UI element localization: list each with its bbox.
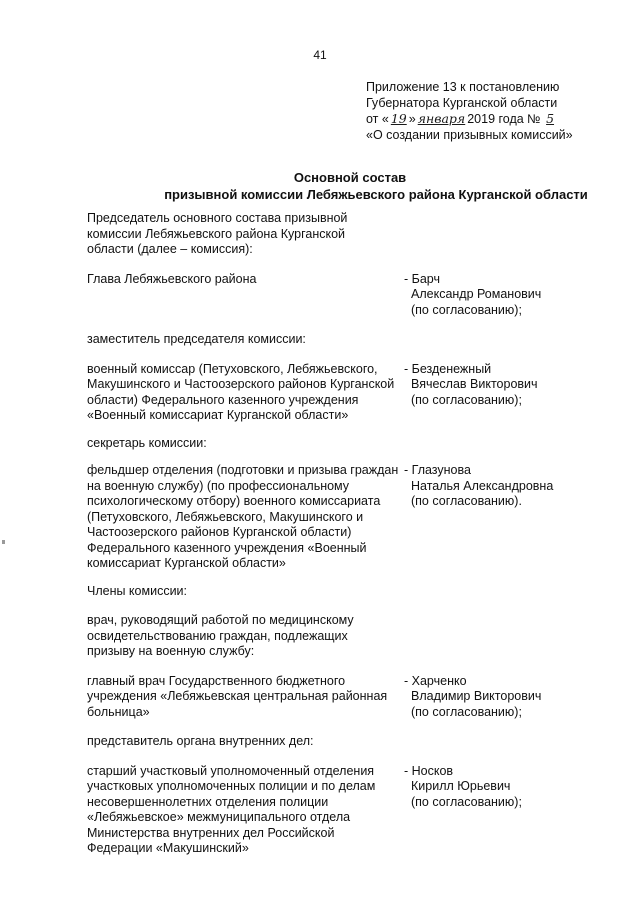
person-surname: - Харченко: [404, 673, 467, 688]
handwritten-month: января: [417, 111, 466, 126]
date-mid: »: [408, 112, 416, 126]
chairman-entry: [87, 272, 567, 319]
deputy-entry: [87, 362, 567, 424]
person-name: Вячеслав Викторович: [411, 377, 538, 391]
person-name: Кирилл Юрьевич: [411, 779, 511, 793]
doctor-heading: врач, руководящий работой по медицинскому освидетельствованию граждан, подлежащих призыву на военную службу:: [87, 613, 354, 658]
person-note: (по согласованию);: [411, 392, 522, 407]
title-line-2: призывной комиссии Лебяжьевского района Курганской области: [164, 187, 588, 202]
secretary-entry: [87, 463, 567, 572]
police-entry: [87, 764, 567, 857]
document-title: [60, 169, 640, 203]
appendix-header: [366, 79, 636, 143]
chairman-role: Глава Лебяжьевского района: [87, 271, 257, 286]
deputy-person: [399, 362, 567, 424]
person-name: Александр Романович: [411, 287, 542, 301]
scan-speck: [2, 540, 5, 544]
secretary-heading: секретарь комиссии:: [87, 435, 207, 450]
handwritten-doc-number: 5: [546, 111, 555, 126]
doctor-entry: [87, 674, 567, 721]
deputy-role: военный комиссар (Петуховского, Лебяжьевского, Макушинского и Частоозерского районов Курганской области) Федерального казенного учреждения «Военный комиссариат Курганской области»: [87, 361, 395, 422]
commission-list: [87, 211, 567, 857]
person-note: (по согласованию);: [411, 704, 522, 719]
appendix-line-4: «О создании призывных комиссий»: [366, 128, 573, 142]
secretary-role: фельдшер отделения (подготовки и призыва граждан на военную службу) (по профессиональному психологическому отбору) военного комиссариата (Петуховского, Лебяжьевского, Макушинского и Частоозерского районов Курганской области) Федерального казенного учреждения «Военный комиссариат Курганской области»: [87, 463, 399, 570]
members-heading: Члены комиссии:: [87, 583, 188, 598]
secretary-person: [399, 463, 567, 572]
police-heading: представитель органа внутренних дел:: [87, 734, 314, 748]
page-number: 41: [313, 48, 327, 62]
appendix-date-line: [366, 111, 636, 127]
handwritten-day: 19: [390, 111, 407, 126]
date-prefix: от «: [366, 112, 389, 126]
appendix-line-1: Приложение 13 к постановлению: [366, 80, 560, 94]
person-note: (по согласованию);: [411, 794, 522, 809]
deputy-heading: заместитель председателя комиссии:: [87, 332, 306, 346]
person-surname: - Носков: [404, 763, 454, 778]
date-suffix: 2019 года №: [467, 112, 541, 126]
person-note: (по согласованию);: [411, 302, 522, 317]
person-surname: - Барч: [404, 271, 440, 286]
appendix-line-2: Губернатора Курганской области: [366, 96, 558, 110]
person-surname: - Глазунова: [404, 463, 471, 477]
doctor-person: [399, 674, 567, 721]
chairman-person: [399, 272, 567, 319]
doctor-role: главный врач Государственного бюджетного учреждения «Лебяжьевская центральная районная больница»: [87, 673, 388, 719]
person-name: Владимир Викторович: [411, 689, 542, 703]
police-role: старший участковый уполномоченный отделения участковых уполномоченных полиции и по делам несовершеннолетних отделения полиции «Лебяжьевское» межмуниципального отдела Министерства внутренних дел Российской Федерации «Макушинский»: [87, 763, 376, 855]
title-line-1: Основной состав: [293, 170, 407, 185]
person-note: (по согласованию).: [411, 494, 522, 508]
chairman-heading: Председатель основного состава призывной комиссии Лебяжьевского района Курганской области (далее – комиссия):: [87, 211, 348, 256]
person-name: Наталья Александровна: [411, 478, 554, 493]
person-surname: - Безденежный: [404, 361, 492, 376]
police-person: [399, 764, 567, 857]
